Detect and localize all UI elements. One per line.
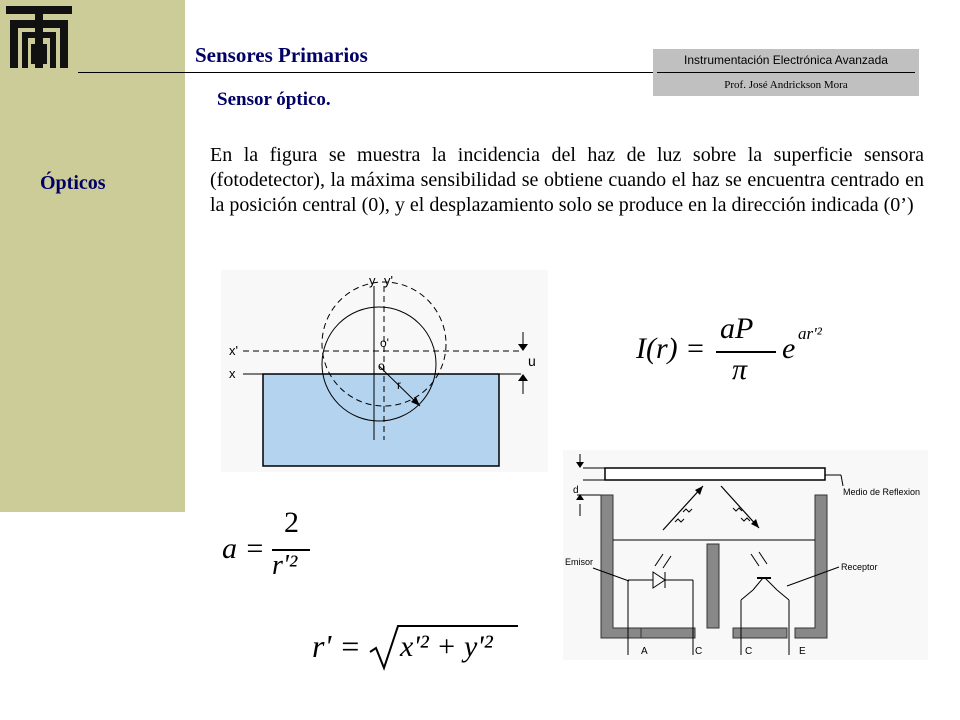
label-emitter: Emisor [565, 557, 594, 567]
label-x-prime: x' [229, 343, 238, 358]
a-lhs: a = [222, 532, 265, 565]
institution-logo [6, 6, 72, 68]
pin-label-c2: C [745, 646, 753, 657]
r-radicand: x'² + y'² [400, 630, 493, 663]
course-name: Instrumentación Electrónica Avanzada [684, 53, 888, 67]
r-definition-formula [312, 618, 532, 678]
course-badge-divider [657, 72, 915, 73]
beam-incidence-figure [221, 270, 548, 472]
label-r: r [397, 378, 401, 392]
intensity-lhs: I(r) = [636, 332, 706, 365]
r-lhs: r' = [312, 628, 361, 664]
professor-name: Prof. José Andrickson Mora [724, 79, 848, 91]
intensity-denominator: π [732, 353, 748, 386]
label-o: o [378, 359, 385, 373]
intensity-numerator: aP [720, 312, 754, 345]
header-divider [78, 72, 660, 73]
housing-divider [707, 544, 719, 628]
a-definition-formula [222, 506, 342, 590]
section-title: Sensores Primarios [195, 43, 368, 67]
label-y: y [369, 273, 376, 288]
reflective-sensor-diagram [563, 450, 928, 660]
pin-label-e: E [799, 646, 806, 657]
label-d: d [573, 485, 579, 496]
reflection-medium [605, 468, 825, 480]
label-reflection: Medio de Reflexion [843, 487, 921, 497]
label-y-prime: y' [384, 273, 393, 288]
exponent: ar'² [798, 324, 822, 343]
label-u: u [528, 353, 536, 369]
label-o-prime: o' [380, 336, 389, 350]
sidebar-label: Ópticos [40, 172, 106, 194]
a-denominator: r'² [272, 550, 298, 581]
sidebar [0, 72, 185, 512]
pin-label-c1: C [695, 646, 703, 657]
slide-subtitle: Sensor óptico. [217, 89, 331, 110]
label-x: x [229, 366, 236, 381]
description-paragraph: En la figura se muestra la incidencia del haz de luz sobre la superficie sensora (fotodetector), la máxima sensibilidad se obtiene cuando el haz se encuentra centrado en la posición central (0), y el desplazamiento solo se produce en la dirección indicada (0’) [210, 144, 924, 216]
header-sidebar-strip [78, 0, 185, 72]
intensity-formula [636, 312, 836, 388]
a-numerator: 2 [284, 506, 299, 539]
sensor-surface [263, 374, 499, 466]
exponent-base: e [782, 332, 796, 365]
label-receiver: Receptor [841, 562, 878, 572]
pin-label-a: A [641, 646, 648, 657]
